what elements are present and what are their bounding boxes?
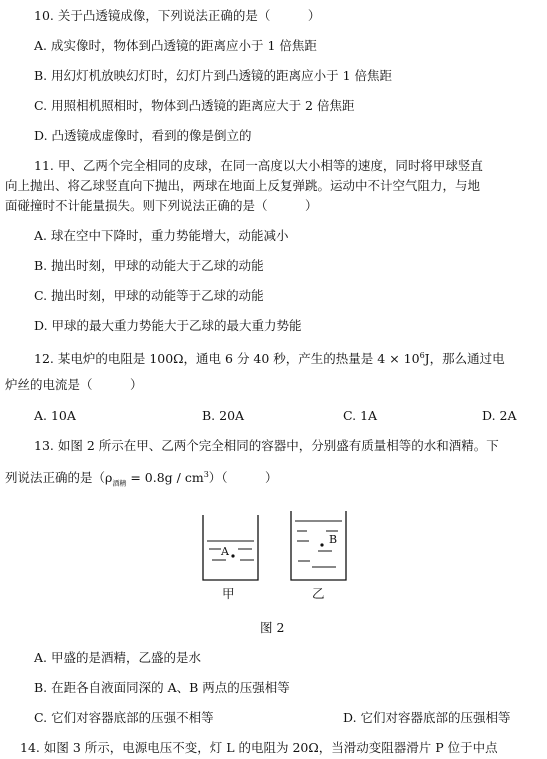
q13-stem-mid: = 0.8g / cm (126, 470, 204, 485)
q12-stem-line2: 炉丝的电流是（ ） (5, 377, 143, 392)
q10-option-c: C. 用照相机照相时，物体到凸透镜的距离应大于 2 倍焦距 (34, 98, 355, 113)
figure-label-yi: 乙 (312, 586, 325, 601)
q11-option-d: D. 甲球的最大重力势能大于乙球的最大重力势能 (34, 318, 302, 333)
q13-option-b: B. 在距各自液面同深的 A、B 两点的压强相等 (34, 680, 290, 695)
q13-option-a: A. 甲盛的是酒精，乙盛的是水 (34, 650, 201, 665)
q12-option-c: C. 1A (343, 408, 378, 423)
q13-stem-exponent: 3 (203, 470, 209, 479)
q11-stem-line3: 面碰撞时不计能量损失。则下列说法正确的是（ ） (5, 198, 318, 213)
water-level-left (207, 541, 254, 560)
q11-stem-line2: 向上抛出、将乙球竖直向下抛出，两球在地面上反复弹跳。运动中不计空气阻力，与地 (5, 178, 481, 193)
q13-density-subscript: 酒精 (112, 479, 127, 488)
point-b-label: B (329, 533, 338, 546)
figure-2-caption: 图 2 (260, 620, 285, 635)
q12-stem-part2: J，那么通过电 (424, 351, 505, 366)
q11-stem-line1: 11. 甲、乙两个完全相同的皮球，在同一高度以大小相等的速度，同时将甲球竖直 (34, 158, 483, 173)
q12-option-b: B. 20A (202, 408, 245, 423)
q11-option-b: B. 抛出时刻，甲球的动能大于乙球的动能 (34, 258, 264, 273)
q14-stem-line1: 14. 如图 3 所示，电源电压不变，灯 L 的电阻为 20Ω，当滑动变阻器滑片 P 位于中点 (20, 740, 498, 755)
q12-option-d: D. 2A (482, 408, 517, 423)
container-left (203, 515, 258, 580)
point-b-dot (320, 543, 323, 546)
q13-stem-pre: 列说法正确的是（ρ (5, 470, 113, 485)
point-a-dot (231, 554, 234, 557)
q13-stem-line1: 13. 如图 2 所示在甲、乙两个完全相同的容器中，分别盛有质量相等的水和酒精。下 (34, 438, 499, 453)
q13-option-d: D. 它们对容器底部的压强相等 (343, 710, 511, 725)
q13-stem-post: ）（ ） (208, 470, 278, 485)
q10-stem: 10. 关于凸透镜成像，下列说法正确的是（ ） (34, 8, 321, 23)
q12-stem-exponent: 6 (419, 351, 425, 360)
q11-option-a: A. 球在空中下降时，重力势能增大，动能减小 (34, 228, 289, 243)
point-a-label: A (221, 545, 229, 558)
q12-option-a: A. 10A (34, 408, 76, 423)
q12-stem-part1: 12. 某电炉的电阻是 100Ω，通电 6 分 40 秒，产生的热量是 4 × 10 (34, 351, 420, 366)
q10-option-d: D. 凸透镜成虚像时，看到的像是倒立的 (34, 128, 252, 143)
figure-label-jia: 甲 (222, 586, 235, 601)
q11-option-c: C. 抛出时刻，甲球的动能等于乙球的动能 (34, 288, 264, 303)
q10-option-b: B. 用幻灯机放映幻灯时，幻灯片到凸透镜的距离应小于 1 倍焦距 (34, 68, 393, 83)
q10-option-a: A. 成实像时，物体到凸透镜的距离应小于 1 倍焦距 (34, 38, 317, 53)
q13-option-c: C. 它们对容器底部的压强不相等 (34, 710, 214, 725)
